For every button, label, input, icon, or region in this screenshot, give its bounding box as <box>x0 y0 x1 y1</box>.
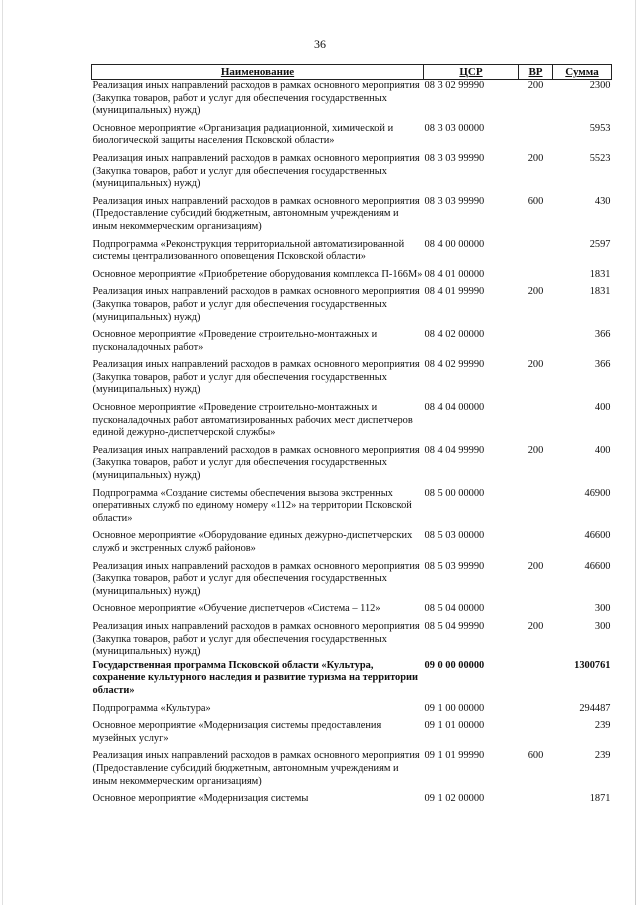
row-sum-cell: 366 <box>594 359 611 371</box>
row-name-cell: Основное мероприятие «Проведение строительно-монтажных и пусконаладочных работ автоматизированных рабочих мест диспетчеров единой дежурно-диспетчерской службы» <box>92 402 413 439</box>
table-header-row <box>92 65 612 80</box>
row-sum-cell: 1831 <box>589 268 611 280</box>
table-row <box>92 616 612 659</box>
row-csr-cell: 08 3 03 99990 <box>424 152 485 164</box>
row-name-cell: Подпрограмма «Создание системы обеспечения вызова экстренных оперативных служб по единому номеру «112» на территории Псковской области» <box>92 487 412 524</box>
row-csr-cell: 09 1 02 00000 <box>424 793 485 805</box>
row-name-cell: Основное мероприятие «Обучение диспетчеров «Система – 112» <box>92 603 381 615</box>
row-name-cell: Основное мероприятие «Модернизация системы предоставления музейных услуг» <box>92 720 382 744</box>
table-row <box>92 354 612 397</box>
table-row <box>92 556 612 599</box>
table-body <box>92 80 612 806</box>
table-row <box>92 397 612 440</box>
row-csr-cell: 08 3 03 99990 <box>424 195 485 207</box>
scan-edge <box>2 0 3 905</box>
row-vr-cell <box>519 483 553 526</box>
row-vr-cell: 200 <box>527 444 544 456</box>
table-row <box>92 324 612 354</box>
row-csr-cell: 08 5 03 00000 <box>424 530 485 542</box>
row-name-cell: Основное мероприятие «Оборудование единых дежурно-диспетчерских служб и экстренных служб районов» <box>92 530 413 554</box>
row-vr-cell: 200 <box>527 80 544 91</box>
row-vr-cell <box>519 698 553 716</box>
scan-margin <box>635 0 636 905</box>
table-row <box>92 118 612 148</box>
row-csr-cell: 08 5 03 99990 <box>424 560 485 572</box>
row-csr-cell: 08 4 02 00000 <box>424 329 485 341</box>
table-row <box>92 80 612 118</box>
row-vr-cell <box>519 118 553 148</box>
table-row <box>92 745 612 788</box>
row-sum-cell: 300 <box>594 620 611 632</box>
table-row <box>92 788 612 806</box>
row-name-cell: Реализация иных направлений расходов в рамках основного мероприятия (Закупка товаров, работ и услуг для обеспечения государственных (муниципальных) нужд) <box>92 444 420 482</box>
row-csr-cell: 08 4 01 00000 <box>424 268 485 280</box>
row-sum-cell: 300 <box>594 603 611 615</box>
row-vr-cell <box>519 397 553 440</box>
table-row <box>92 191 612 234</box>
row-csr-cell: 09 1 01 99990 <box>424 750 485 762</box>
row-sum-cell: 5523 <box>589 152 611 164</box>
row-csr-cell: 08 4 01 99990 <box>424 286 485 298</box>
row-vr-cell: 200 <box>527 286 544 298</box>
row-vr-cell: 200 <box>527 560 544 572</box>
row-sum-cell: 239 <box>594 720 611 732</box>
table-row <box>92 440 612 483</box>
row-vr-cell: 600 <box>527 750 544 762</box>
row-sum-cell: 1831 <box>589 286 611 298</box>
row-csr-cell: 09 0 00 00000 <box>424 659 485 671</box>
row-sum-cell: 2300 <box>589 80 611 91</box>
table-row <box>92 148 612 191</box>
row-vr-cell: 600 <box>527 195 544 207</box>
row-name-cell: Реализация иных направлений расходов в рамках основного мероприятия (Закупка товаров, работ и услуг для обеспечения государственных (муниципальных) нужд) <box>92 560 420 597</box>
row-csr-cell: 08 3 03 00000 <box>424 122 485 134</box>
table-row <box>92 598 612 616</box>
row-name-cell: Основное мероприятие «Организация радиационной, химической и биологической защиты населения Псковской области» <box>92 122 394 147</box>
row-vr-cell <box>519 324 553 354</box>
row-vr-cell <box>519 264 553 282</box>
table-row <box>92 715 612 745</box>
row-sum-cell: 2597 <box>589 238 611 250</box>
row-csr-cell: 09 1 01 00000 <box>424 720 485 732</box>
row-sum-cell: 430 <box>594 195 611 207</box>
row-csr-cell: 08 5 04 00000 <box>424 603 485 615</box>
header-sum: Сумма <box>553 65 612 80</box>
row-sum-cell: 1871 <box>589 793 611 805</box>
row-name-cell: Основное мероприятие «Проведение строительно-монтажных и пусконаладочных работ» <box>92 329 378 353</box>
row-csr-cell: 08 5 00 00000 <box>424 487 485 499</box>
row-vr-cell <box>519 715 553 745</box>
table-row <box>92 281 612 324</box>
row-vr-cell <box>519 788 553 806</box>
row-csr-cell: 08 4 04 99990 <box>424 444 485 456</box>
row-vr-cell <box>519 234 553 264</box>
header-name: Наименование <box>92 65 424 80</box>
table-row <box>92 698 612 716</box>
table-row <box>92 264 612 282</box>
row-sum-cell: 400 <box>594 402 611 414</box>
row-sum-cell: 46900 <box>584 487 611 499</box>
row-name-cell: Реализация иных направлений расходов в рамках основного мероприятия (Закупка товаров, работ и услуг для обеспечения государственных (муниципальных) нужд) <box>92 80 420 117</box>
row-vr-cell: 200 <box>527 152 544 164</box>
row-csr-cell: 08 4 00 00000 <box>424 238 485 250</box>
row-vr-cell <box>519 525 553 555</box>
row-csr-cell: 08 3 02 99990 <box>424 80 485 91</box>
row-csr-cell: 08 4 02 99990 <box>424 359 485 371</box>
row-vr-cell <box>519 659 553 698</box>
row-sum-cell: 366 <box>594 329 611 341</box>
row-name-cell: Реализация иных направлений расходов в рамках основного мероприятия (Предоставление субсидий бюджетным, автономным учреждениям и иным некоммерческим организациям) <box>92 195 420 232</box>
table-row <box>92 525 612 555</box>
row-csr-cell: 08 5 04 99990 <box>424 620 485 632</box>
row-sum-cell: 5953 <box>589 122 611 134</box>
row-vr-cell: 200 <box>527 620 544 632</box>
row-name-cell: Подпрограмма «Реконструкция территориальной автоматизированной системы централизованного оповещения Псковской области» <box>92 238 405 263</box>
header-vr: ВР <box>519 65 553 80</box>
budget-table <box>91 64 612 806</box>
header-csr: ЦСР <box>424 65 519 80</box>
row-sum-cell: 46600 <box>584 560 611 572</box>
row-csr-cell: 08 4 04 00000 <box>424 402 485 414</box>
row-name-cell: Реализация иных направлений расходов в рамках основного мероприятия (Закупка товаров, работ и услуг для обеспечения государственных (муниципальных) нужд) <box>92 359 420 396</box>
row-sum-cell: 239 <box>594 750 611 762</box>
row-vr-cell: 200 <box>527 359 544 371</box>
row-sum-cell: 46600 <box>584 530 611 542</box>
row-sum-cell: 294487 <box>579 702 611 714</box>
row-name-cell: Реализация иных направлений расходов в рамках основного мероприятия (Предоставление субсидий бюджетным, автономным учреждениям и иным некоммерческим организациям) <box>92 750 420 787</box>
row-name-cell: Основное мероприятие «Модернизация системы <box>92 793 309 805</box>
table-row <box>92 659 612 698</box>
row-name-cell: Реализация иных направлений расходов в рамках основного мероприятия (Закупка товаров, работ и услуг для обеспечения государственных (муниципальных) нужд) <box>92 152 420 190</box>
row-name-cell: Государственная программа Псковской области «Культура, сохранение культурного наследия и развитие туризма на территории области» <box>92 659 418 696</box>
row-name-cell: Реализация иных направлений расходов в рамках основного мероприятия (Закупка товаров, работ и услуг для обеспечения государственных (муниципальных) нужд) <box>92 620 420 658</box>
row-name-cell: Основное мероприятие «Приобретение оборудования комплекса П-166М» <box>92 268 423 280</box>
table-row <box>92 234 612 264</box>
row-name-cell: Реализация иных направлений расходов в рамках основного мероприятия (Закупка товаров, работ и услуг для обеспечения государственных (муниципальных) нужд) <box>92 286 420 323</box>
row-name-cell: Подпрограмма «Культура» <box>92 702 211 714</box>
row-vr-cell <box>519 598 553 616</box>
row-sum-cell: 400 <box>594 444 611 456</box>
table-row <box>92 483 612 526</box>
row-csr-cell: 09 1 00 00000 <box>424 702 485 714</box>
page-number: 36 <box>314 37 326 51</box>
row-sum-cell: 1300761 <box>574 659 611 671</box>
